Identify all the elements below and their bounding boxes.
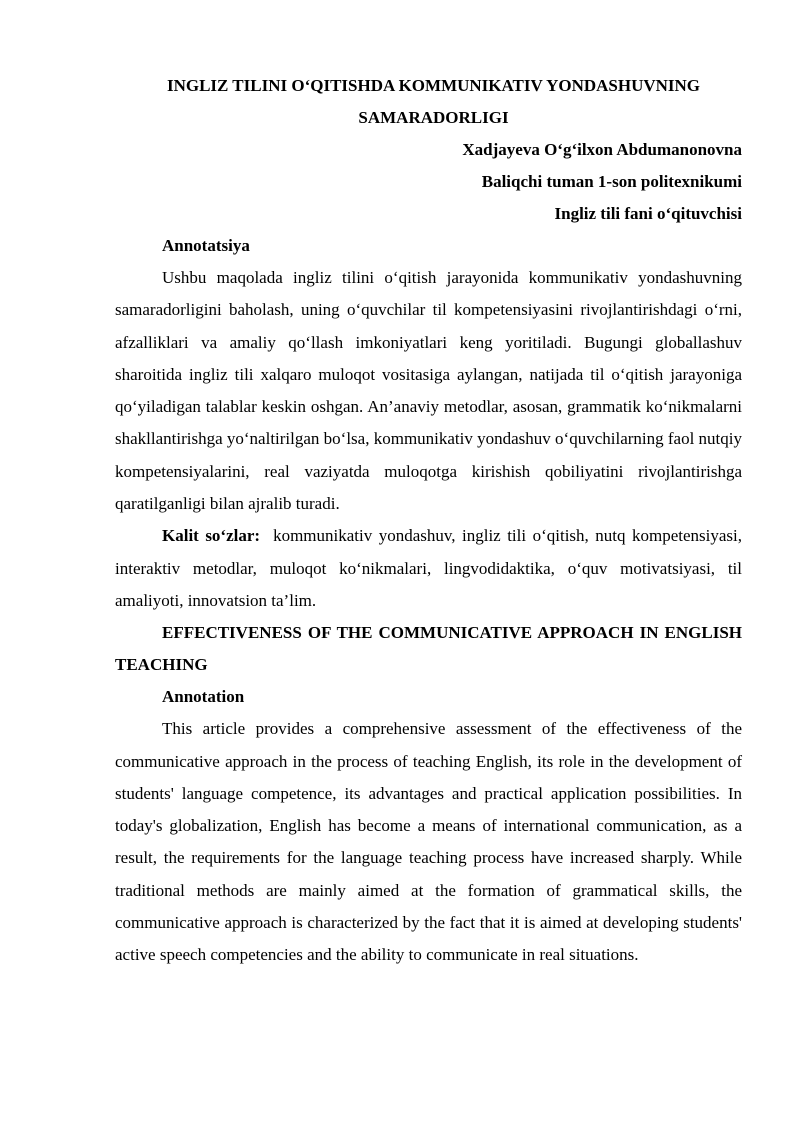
author-name: Xadjayeva O‘g‘ilxon Abdumanonovna — [462, 140, 742, 159]
uz-keywords — [115, 520, 742, 617]
article-title: INGLIZ TILINI O‘QITISHDA KOMMUNIKATIV YONDASHUVNING SAMARADORLIGI — [166, 76, 701, 127]
uz-annotation-heading: Annotatsiya — [162, 236, 250, 255]
document-page — [115, 70, 742, 972]
en-annotation-heading: Annotation — [162, 687, 245, 707]
author-institution: Baliqchi tuman 1-son politexnikumi — [481, 172, 742, 191]
uz-keywords-text: kommunikativ yondashuv, ingliz tili o‘qitish, nutq kompetensiyasi, interaktiv metodlar, muloqot ko‘nikmalari, lingvodidaktika, o‘quv motivatsiyasi, til amaliyoti, innovatsion ta’lim. — [115, 526, 742, 610]
uz-keywords-label: Kalit so‘zlar: — [162, 526, 261, 546]
uz-annotation-text: Ushbu maqolada ingliz tilini o‘qitish jarayonida kommunikativ yondashuvning samaradorligini baholash, uning o‘quvchilar til kompetensiyasini rivojlantirishdagi o‘rni, afzalliklari va amaliy qo‘llash imkoniyatlari keng yoritiladi. Bugungi globallashuv sharoitida ingliz tili xalqaro muloqot vositasiga aylangan, natijada til o‘qitish jarayoniga qo‘yiladigan talablar keskin oshgan. An’anaviy metodlar, asosan, grammatik ko‘nikmalarni shakllantirishga yo‘naltirilgan bo‘lsa, kommunikativ yondashuv o‘quvchilarning faol nutqiy kompetensiyalarini, real vaziyatda muloqotga kirishish qobiliyatini rivojlantirishga qaratilganligi bilan ajralib turadi. — [115, 268, 742, 514]
en-annotation-text: This article provides a comprehensive assessment of the effectiveness of the communicative approach in the process of teaching English, its role in the development of students' language competence, its advantages and practical application possibilities. In today's globalization, English has become a means of international communication, as a result, the requirements for the language teaching process have increased sharply. While traditional methods are mainly aimed at the formation of grammatical skills, the communicative approach is characterized by the fact that it is aimed at developing students' active speech competencies and the ability to communicate in real situations. — [115, 719, 742, 965]
author-position: Ingliz tili fani o‘qituvchisi — [554, 204, 742, 223]
en-article-title: EFFECTIVENESS OF THE COMMUNICATIVE APPROACH IN ENGLISH TEACHING — [115, 623, 742, 675]
